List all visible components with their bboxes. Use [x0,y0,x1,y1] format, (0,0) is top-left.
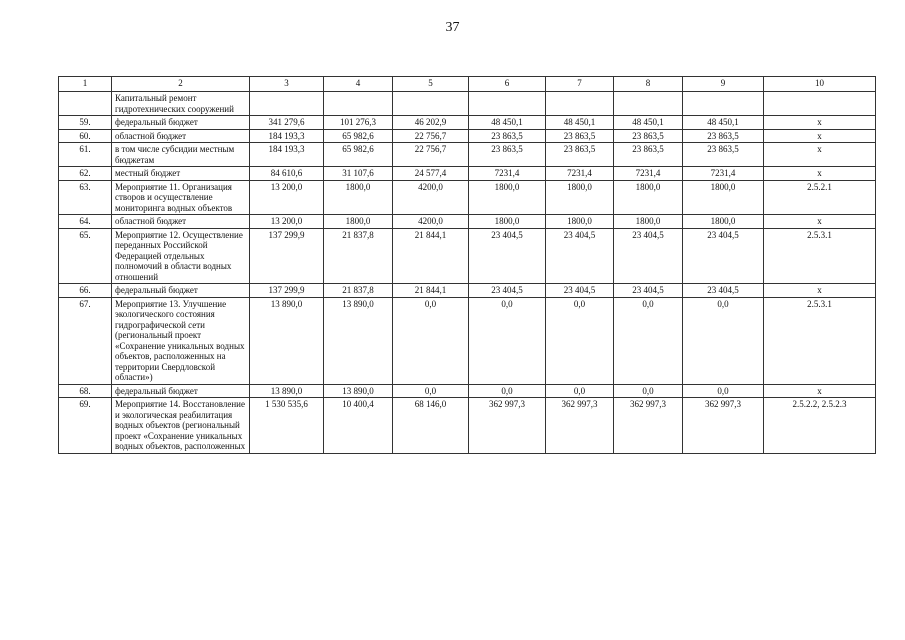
row-name-cell: федеральный бюджет [112,384,250,398]
value-cell: 48 450,1 [469,116,546,130]
value-cell: 48 450,1 [546,116,614,130]
value-cell: 23 404,5 [546,284,614,298]
value-cell: x [764,284,876,298]
value-cell: 7231,4 [614,167,683,181]
value-cell: 362 997,3 [614,398,683,454]
value-cell [250,92,324,116]
value-cell: 137 299,9 [250,228,324,284]
value-cell: 48 450,1 [614,116,683,130]
value-cell: 0,0 [683,297,764,384]
value-cell: 1800,0 [546,215,614,229]
value-cell: 23 863,5 [683,143,764,167]
value-cell [614,92,683,116]
value-cell: 13 200,0 [250,180,324,215]
row-number-cell: 64. [59,215,112,229]
column-header: 10 [764,77,876,92]
table-row [59,92,876,116]
table-row [59,129,876,143]
row-name-cell: Мероприятие 12. Осуществление переданных Российской Федерацией отдельных полномочий в области водных отношений [112,228,250,284]
value-cell: 23 863,5 [469,143,546,167]
value-cell: 23 404,5 [614,228,683,284]
row-number-cell: 66. [59,284,112,298]
value-cell: 23 863,5 [614,129,683,143]
row-number-cell: 59. [59,116,112,130]
value-cell: 2.5.2.1 [764,180,876,215]
value-cell: x [764,215,876,229]
value-cell: 22 756,7 [393,143,469,167]
value-cell: 21 837,8 [324,228,393,284]
row-name-cell: федеральный бюджет [112,284,250,298]
row-name-cell: Мероприятие 14. Восстановление и экологическая реабилитация водных объектов (региональный проект «Сохранение уникальных водных объектов, расположенных [112,398,250,454]
row-number-cell: 62. [59,167,112,181]
row-number-cell: 65. [59,228,112,284]
table-row [59,167,876,181]
value-cell: 13 890,0 [324,384,393,398]
value-cell: 184 193,3 [250,129,324,143]
column-header: 9 [683,77,764,92]
value-cell: 23 404,5 [546,228,614,284]
value-cell: 341 279,6 [250,116,324,130]
value-cell: 4200,0 [393,180,469,215]
row-name-cell: областной бюджет [112,129,250,143]
table-row [59,297,876,384]
value-cell: 23 404,5 [683,284,764,298]
table-row [59,384,876,398]
table-row [59,228,876,284]
value-cell: 1800,0 [683,180,764,215]
row-name-cell: Мероприятие 13. Улучшение экологического состояния гидрографической сети (региональный проект «Сохранение уникальных водных объектов, расположенных на территории Свердловской области») [112,297,250,384]
row-number-cell: 63. [59,180,112,215]
value-cell: 2.5.3.1 [764,228,876,284]
value-cell: 23 863,5 [469,129,546,143]
value-cell: 362 997,3 [469,398,546,454]
column-header: 5 [393,77,469,92]
table-row [59,143,876,167]
value-cell: 13 890,0 [250,297,324,384]
value-cell: 1800,0 [324,180,393,215]
value-cell: 68 146,0 [393,398,469,454]
value-cell: x [764,129,876,143]
value-cell: 13 890,0 [250,384,324,398]
value-cell: 1800,0 [469,180,546,215]
value-cell: 137 299,9 [250,284,324,298]
row-name-cell: Капитальный ремонт гидротехнических сооружений [112,92,250,116]
value-cell: 13 890,0 [324,297,393,384]
table-header-row [59,77,876,92]
value-cell: 24 577,4 [393,167,469,181]
row-number-cell: 68. [59,384,112,398]
value-cell: 48 450,1 [683,116,764,130]
row-name-cell: Мероприятие 11. Организация створов и осуществление мониторинга водных объектов [112,180,250,215]
value-cell: 31 107,6 [324,167,393,181]
value-cell [683,92,764,116]
row-number-cell: 69. [59,398,112,454]
column-header: 3 [250,77,324,92]
row-name-cell: в том числе субсидии местным бюджетам [112,143,250,167]
value-cell: 1 530 535,6 [250,398,324,454]
value-cell: 0,0 [469,297,546,384]
value-cell: 362 997,3 [546,398,614,454]
value-cell: 22 756,7 [393,129,469,143]
value-cell: x [764,116,876,130]
value-cell: 23 404,5 [683,228,764,284]
row-number-cell: 67. [59,297,112,384]
value-cell: 23 863,5 [614,143,683,167]
value-cell: 1800,0 [614,180,683,215]
value-cell [764,92,876,116]
row-name-cell: местный бюджет [112,167,250,181]
value-cell: 7231,4 [469,167,546,181]
table-row [59,180,876,215]
value-cell: 23 404,5 [614,284,683,298]
value-cell: 21 837,8 [324,284,393,298]
value-cell: 65 982,6 [324,129,393,143]
value-cell [393,92,469,116]
value-cell: 7231,4 [683,167,764,181]
value-cell: 2.5.2.2, 2.5.2.3 [764,398,876,454]
value-cell [324,92,393,116]
value-cell: 1800,0 [469,215,546,229]
value-cell: 65 982,6 [324,143,393,167]
value-cell: 101 276,3 [324,116,393,130]
value-cell: 21 844,1 [393,228,469,284]
value-cell: 23 863,5 [546,129,614,143]
value-cell: 1800,0 [546,180,614,215]
value-cell: 0,0 [469,384,546,398]
value-cell: 46 202,9 [393,116,469,130]
value-cell: 23 404,5 [469,228,546,284]
row-number-cell: 61. [59,143,112,167]
value-cell: 0,0 [546,384,614,398]
value-cell: 362 997,3 [683,398,764,454]
value-cell: 13 200,0 [250,215,324,229]
value-cell: x [764,143,876,167]
value-cell: 0,0 [683,384,764,398]
column-header: 2 [112,77,250,92]
value-cell: 0,0 [393,384,469,398]
value-cell: 21 844,1 [393,284,469,298]
value-cell: 0,0 [614,384,683,398]
value-cell: 10 400,4 [324,398,393,454]
value-cell: x [764,384,876,398]
value-cell: 2.5.3.1 [764,297,876,384]
value-cell: x [764,167,876,181]
table-row [59,284,876,298]
value-cell: 23 863,5 [683,129,764,143]
value-cell: 1800,0 [683,215,764,229]
value-cell [469,92,546,116]
value-cell: 84 610,6 [250,167,324,181]
page-number: 37 [445,20,460,35]
budget-table [58,76,876,454]
row-name-cell: федеральный бюджет [112,116,250,130]
value-cell: 184 193,3 [250,143,324,167]
value-cell: 23 404,5 [469,284,546,298]
value-cell: 0,0 [614,297,683,384]
column-header: 1 [59,77,112,92]
value-cell: 0,0 [546,297,614,384]
row-number-cell: 60. [59,129,112,143]
table-row [59,398,876,454]
row-name-cell: областной бюджет [112,215,250,229]
value-cell: 7231,4 [546,167,614,181]
column-header: 8 [614,77,683,92]
value-cell: 23 863,5 [546,143,614,167]
table-row [59,215,876,229]
value-cell: 1800,0 [614,215,683,229]
row-number-cell [59,92,112,116]
column-header: 4 [324,77,393,92]
value-cell: 0,0 [393,297,469,384]
value-cell [546,92,614,116]
table-row [59,116,876,130]
column-header: 6 [469,77,546,92]
value-cell: 4200,0 [393,215,469,229]
value-cell: 1800,0 [324,215,393,229]
column-header: 7 [546,77,614,92]
